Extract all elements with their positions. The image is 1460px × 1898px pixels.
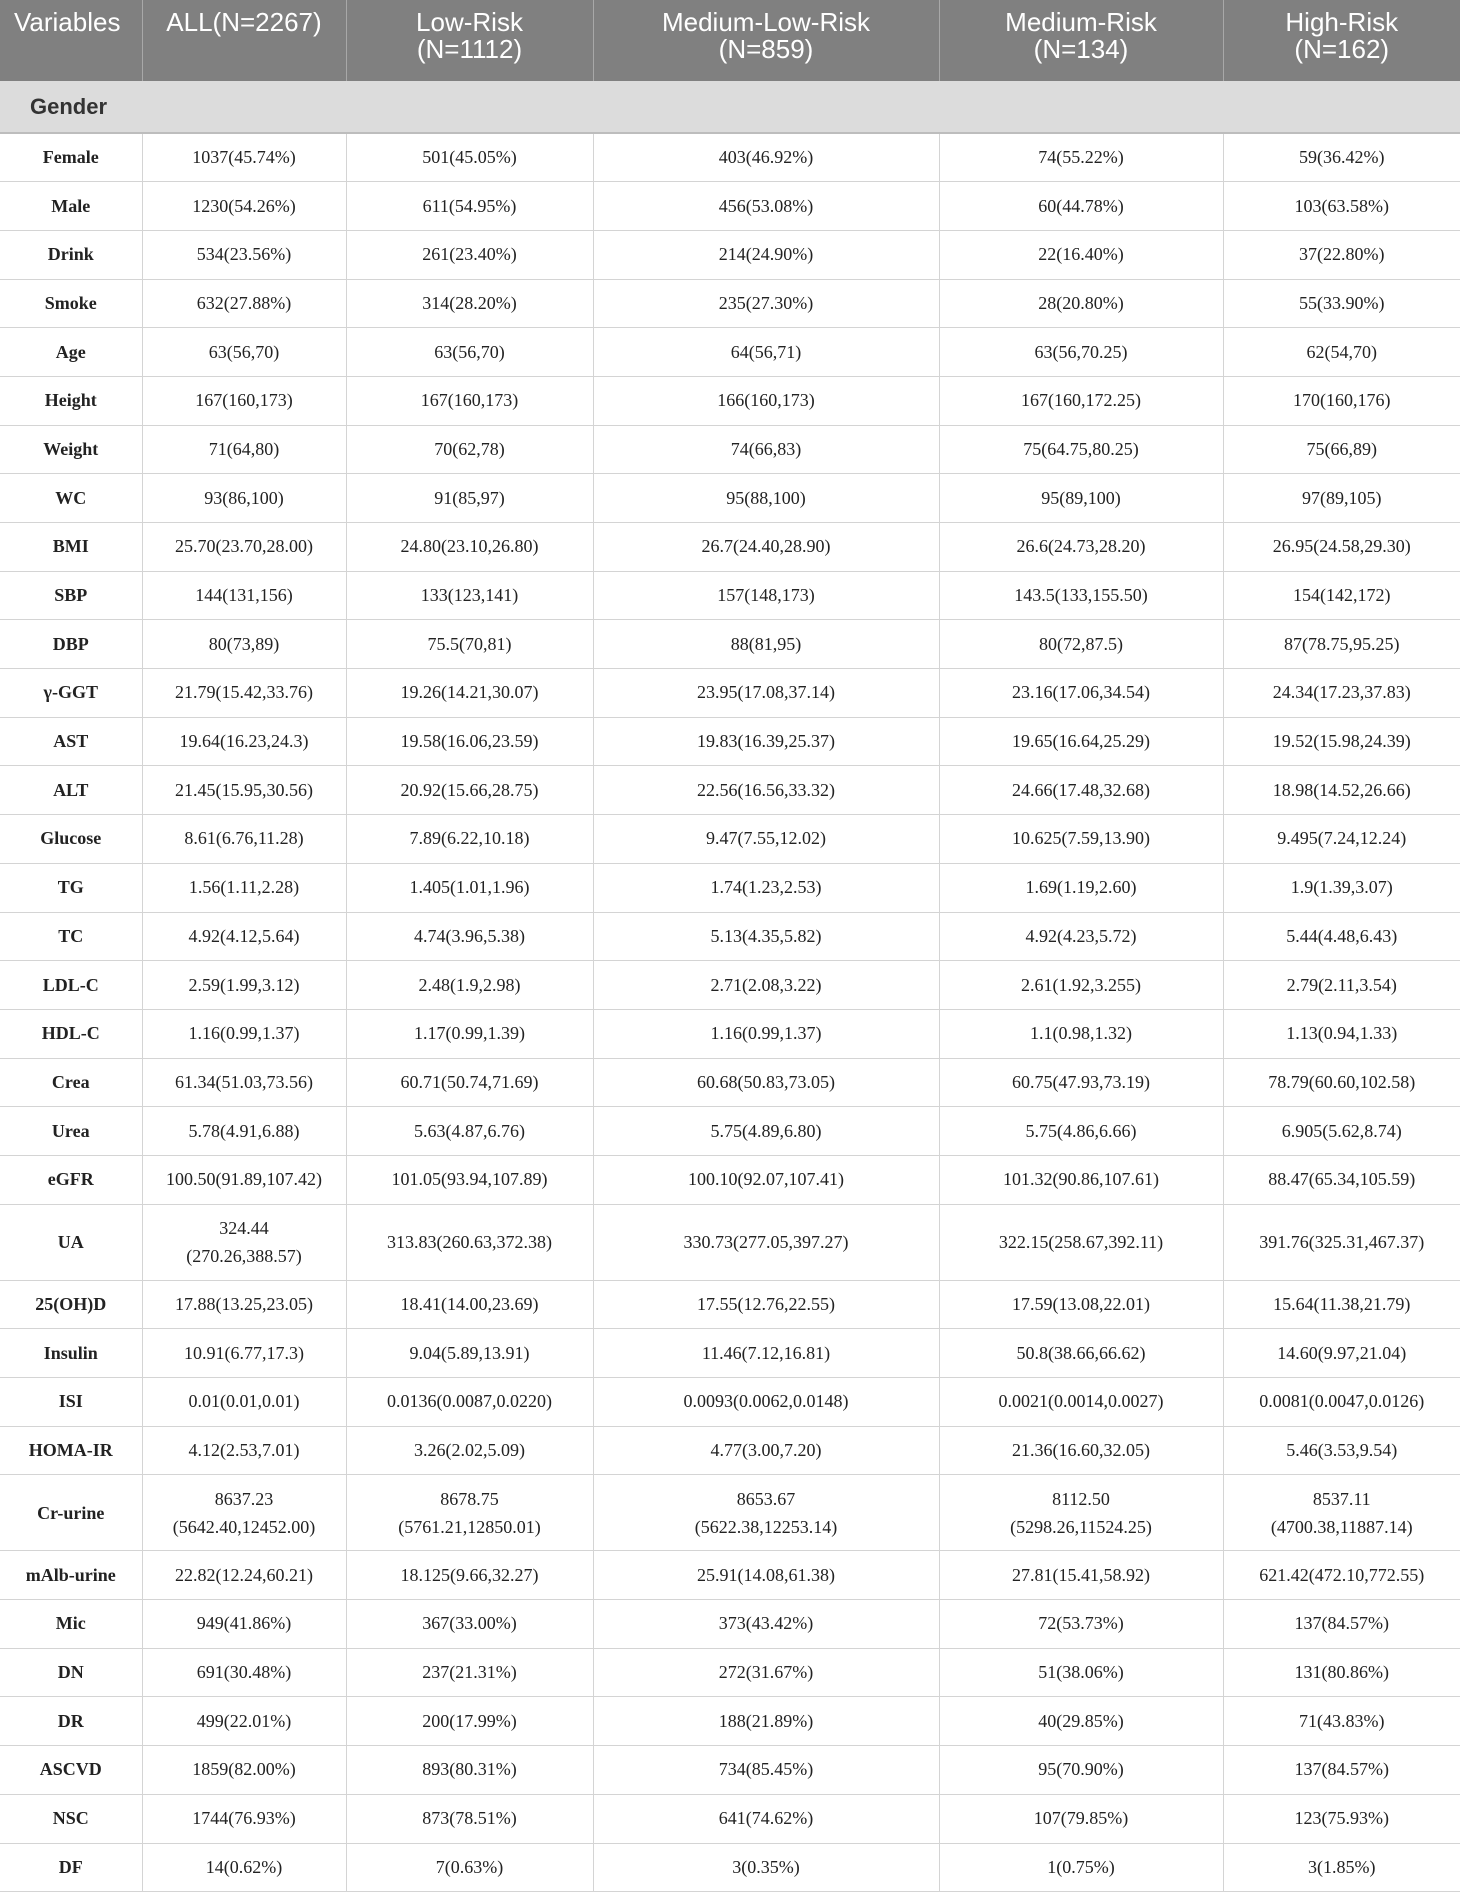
- cell-high: 78.79(60.60,102.58): [1223, 1058, 1460, 1107]
- cell-line: 8637.23: [214, 1488, 274, 1509]
- cell-med: 17.59(13.08,22.01): [939, 1280, 1223, 1329]
- row-label: Smoke: [0, 279, 142, 328]
- cell-med: 27.81(15.41,58.92): [939, 1551, 1223, 1600]
- cell-high: 170(160,176): [1223, 376, 1460, 425]
- section-label-gender: Gender: [0, 81, 1460, 133]
- cell-high: 1.9(1.39,3.07): [1223, 863, 1460, 912]
- cell-high: 0.0081(0.0047,0.0126): [1223, 1378, 1460, 1427]
- row-label: HOMA-IR: [0, 1426, 142, 1475]
- cell-high: 137(84.57%): [1223, 1746, 1460, 1795]
- header-medium-low-risk: [593, 0, 939, 81]
- row-label: ISI: [0, 1378, 142, 1427]
- cell-low: 4.74(3.96,5.38): [346, 912, 593, 961]
- cell-all: 93(86,100): [142, 474, 346, 523]
- cell-all: 632(27.88%): [142, 279, 346, 328]
- cell-medlow: 88(81,95): [593, 620, 939, 669]
- cell-high: 154(142,172): [1223, 571, 1460, 620]
- cell-med: 101.32(90.86,107.61): [939, 1155, 1223, 1204]
- table-row: [0, 279, 1460, 328]
- header-medium-low-risk-label: Medium-Low-Risk: [661, 7, 871, 37]
- header-medium-risk-count: (N=134): [1033, 34, 1129, 64]
- row-label: ASCVD: [0, 1746, 142, 1795]
- cell-all: 167(160,173): [142, 376, 346, 425]
- cell-medlow: 1.16(0.99,1.37): [593, 1009, 939, 1058]
- cell-low: 0.0136(0.0087,0.0220): [346, 1378, 593, 1427]
- cell-med: 24.66(17.48,32.68): [939, 766, 1223, 815]
- cell-high: 103(63.58%): [1223, 182, 1460, 231]
- cell-all: 14(0.62%): [142, 1843, 346, 1892]
- table-row: [0, 1746, 1460, 1795]
- table-row: [0, 815, 1460, 864]
- cell-low: 75.5(70,81): [346, 620, 593, 669]
- cell-low: 1.405(1.01,1.96): [346, 863, 593, 912]
- cell-line: (4700.38,11887.14): [1270, 1516, 1413, 1537]
- cell-low: [346, 1475, 593, 1551]
- header-high-risk: [1223, 0, 1460, 81]
- cell-high: 62(54,70): [1223, 328, 1460, 377]
- header-low-risk-count: (N=1112): [416, 34, 523, 64]
- cell-low: 3.26(2.02,5.09): [346, 1426, 593, 1475]
- cell-all: 80(73,89): [142, 620, 346, 669]
- row-label: Cr-urine: [0, 1475, 142, 1551]
- cell-all: 1744(76.93%): [142, 1794, 346, 1843]
- table-row: [0, 620, 1460, 669]
- row-label: TC: [0, 912, 142, 961]
- row-label: NSC: [0, 1794, 142, 1843]
- row-label: Insulin: [0, 1329, 142, 1378]
- cell-med: 322.15(258.67,392.11): [939, 1204, 1223, 1280]
- cell-medlow: 734(85.45%): [593, 1746, 939, 1795]
- cell-low: 1.17(0.99,1.39): [346, 1009, 593, 1058]
- cell-medlow: 5.75(4.89,6.80): [593, 1107, 939, 1156]
- cell-low: 91(85,97): [346, 474, 593, 523]
- row-label: Mic: [0, 1600, 142, 1649]
- table-row: [0, 717, 1460, 766]
- cell-low: 611(54.95%): [346, 182, 593, 231]
- cell-medlow: 272(31.67%): [593, 1648, 939, 1697]
- cell-all: 22.82(12.24,60.21): [142, 1551, 346, 1600]
- cell-med: 60.75(47.93,73.19): [939, 1058, 1223, 1107]
- cell-med: 19.65(16.64,25.29): [939, 717, 1223, 766]
- cell-all: [142, 1475, 346, 1551]
- cell-line: 8537.11: [1312, 1488, 1371, 1509]
- cell-med: 107(79.85%): [939, 1794, 1223, 1843]
- cell-all: 21.79(15.42,33.76): [142, 669, 346, 718]
- cell-med: 72(53.73%): [939, 1600, 1223, 1649]
- cell-medlow: 26.7(24.40,28.90): [593, 523, 939, 572]
- header-high-risk-count: (N=162): [1294, 34, 1390, 64]
- cell-low: 261(23.40%): [346, 230, 593, 279]
- cell-medlow: 188(21.89%): [593, 1697, 939, 1746]
- row-label: DN: [0, 1648, 142, 1697]
- cell-all: 10.91(6.77,17.3): [142, 1329, 346, 1378]
- table-row: [0, 1058, 1460, 1107]
- cell-all: 144(131,156): [142, 571, 346, 620]
- cell-med: 143.5(133,155.50): [939, 571, 1223, 620]
- cell-high: 5.46(3.53,9.54): [1223, 1426, 1460, 1475]
- cell-high: 19.52(15.98,24.39): [1223, 717, 1460, 766]
- row-label: LDL-C: [0, 961, 142, 1010]
- cell-medlow: 22.56(16.56,33.32): [593, 766, 939, 815]
- cell-med: 26.6(24.73,28.20): [939, 523, 1223, 572]
- cell-medlow: 19.83(16.39,25.37): [593, 717, 939, 766]
- table-row: [0, 182, 1460, 231]
- table-row: [0, 961, 1460, 1010]
- table-row: [0, 1280, 1460, 1329]
- cell-all: 4.92(4.12,5.64): [142, 912, 346, 961]
- table-row: [0, 912, 1460, 961]
- cell-low: 70(62,78): [346, 425, 593, 474]
- cell-all: 17.88(13.25,23.05): [142, 1280, 346, 1329]
- cell-low: 133(123,141): [346, 571, 593, 620]
- cell-high: 14.60(9.97,21.04): [1223, 1329, 1460, 1378]
- row-label: Weight: [0, 425, 142, 474]
- table-row: [0, 474, 1460, 523]
- cell-medlow: 166(160,173): [593, 376, 939, 425]
- cell-med: 4.92(4.23,5.72): [939, 912, 1223, 961]
- row-label: UA: [0, 1204, 142, 1280]
- cell-medlow: 17.55(12.76,22.55): [593, 1280, 939, 1329]
- cell-medlow: 4.77(3.00,7.20): [593, 1426, 939, 1475]
- cell-all: 63(56,70): [142, 328, 346, 377]
- cell-line: (5761.21,12850.01): [398, 1516, 541, 1537]
- cell-low: 237(21.31%): [346, 1648, 593, 1697]
- table-row: [0, 230, 1460, 279]
- cell-high: 5.44(4.48,6.43): [1223, 912, 1460, 961]
- table-row: [0, 1155, 1460, 1204]
- cell-low: 19.58(16.06,23.59): [346, 717, 593, 766]
- table-row: [0, 1551, 1460, 1600]
- cell-medlow: 3(0.35%): [593, 1843, 939, 1892]
- cell-medlow: 5.13(4.35,5.82): [593, 912, 939, 961]
- cell-med: 10.625(7.59,13.90): [939, 815, 1223, 864]
- cell-high: 88.47(65.34,105.59): [1223, 1155, 1460, 1204]
- cell-all: 1.16(0.99,1.37): [142, 1009, 346, 1058]
- cell-low: 63(56,70): [346, 328, 593, 377]
- table-row: [0, 669, 1460, 718]
- cell-line: 324.44: [219, 1218, 269, 1239]
- cell-all: 691(30.48%): [142, 1648, 346, 1697]
- cell-medlow: 456(53.08%): [593, 182, 939, 231]
- cell-med: 80(72,87.5): [939, 620, 1223, 669]
- cell-low: 60.71(50.74,71.69): [346, 1058, 593, 1107]
- cell-med: 75(64.75,80.25): [939, 425, 1223, 474]
- cell-low: 313.83(260.63,372.38): [346, 1204, 593, 1280]
- table-row: [0, 1600, 1460, 1649]
- cell-med: 22(16.40%): [939, 230, 1223, 279]
- cell-low: 501(45.05%): [346, 133, 593, 182]
- cell-high: 131(80.86%): [1223, 1648, 1460, 1697]
- row-label: HDL-C: [0, 1009, 142, 1058]
- cell-low: 2.48(1.9,2.98): [346, 961, 593, 1010]
- header-medium-low-risk-count: (N=859): [718, 34, 814, 64]
- cell-high: 3(1.85%): [1223, 1843, 1460, 1892]
- row-label: Urea: [0, 1107, 142, 1156]
- row-label: 25(OH)D: [0, 1280, 142, 1329]
- row-label: γ-GGT: [0, 669, 142, 718]
- cell-low: 18.125(9.66,32.27): [346, 1551, 593, 1600]
- cell-high: 26.95(24.58,29.30): [1223, 523, 1460, 572]
- cell-med: [939, 1475, 1223, 1551]
- table-row: [0, 425, 1460, 474]
- cell-medlow: 1.74(1.23,2.53): [593, 863, 939, 912]
- table-row: [0, 328, 1460, 377]
- cell-all: 71(64,80): [142, 425, 346, 474]
- table-row: [0, 133, 1460, 182]
- row-label: BMI: [0, 523, 142, 572]
- table-row: [0, 1648, 1460, 1697]
- cell-med: 0.0021(0.0014,0.0027): [939, 1378, 1223, 1427]
- cell-high: 391.76(325.31,467.37): [1223, 1204, 1460, 1280]
- cell-high: 37(22.80%): [1223, 230, 1460, 279]
- cell-medlow: 403(46.92%): [593, 133, 939, 182]
- cell-all: 949(41.86%): [142, 1600, 346, 1649]
- header-high-risk-label: High-Risk: [1285, 7, 1399, 37]
- table-row: [0, 1475, 1460, 1551]
- row-label: AST: [0, 717, 142, 766]
- cell-high: [1223, 1475, 1460, 1551]
- cell-medlow: 74(66,83): [593, 425, 939, 474]
- row-label: eGFR: [0, 1155, 142, 1204]
- cell-high: 59(36.42%): [1223, 133, 1460, 182]
- cell-medlow: 330.73(277.05,397.27): [593, 1204, 939, 1280]
- cell-med: 50.8(38.66,66.62): [939, 1329, 1223, 1378]
- table-row: [0, 1843, 1460, 1892]
- table-row: [0, 523, 1460, 572]
- row-label: SBP: [0, 571, 142, 620]
- cell-low: 314(28.20%): [346, 279, 593, 328]
- cell-med: 5.75(4.86,6.66): [939, 1107, 1223, 1156]
- table-row: [0, 1426, 1460, 1475]
- cell-line: 8653.67: [736, 1488, 796, 1509]
- table-row: [0, 863, 1460, 912]
- cell-all: 1230(54.26%): [142, 182, 346, 231]
- cell-all: 21.45(15.95,30.56): [142, 766, 346, 815]
- cell-high: 18.98(14.52,26.66): [1223, 766, 1460, 815]
- header-all: ALL(N=2267): [142, 0, 346, 81]
- table-header: [0, 0, 1460, 81]
- cell-all: 1.56(1.11,2.28): [142, 863, 346, 912]
- cell-med: 1.69(1.19,2.60): [939, 863, 1223, 912]
- cell-high: 87(78.75,95.25): [1223, 620, 1460, 669]
- cell-medlow: 373(43.42%): [593, 1600, 939, 1649]
- cell-med: 2.61(1.92,3.255): [939, 961, 1223, 1010]
- cell-all: 534(23.56%): [142, 230, 346, 279]
- table-row: [0, 1794, 1460, 1843]
- cell-all: 19.64(16.23,24.3): [142, 717, 346, 766]
- cell-high: 97(89,105): [1223, 474, 1460, 523]
- section-row-gender: [0, 81, 1460, 133]
- cell-low: 20.92(15.66,28.75): [346, 766, 593, 815]
- cell-line: (270.26,388.57): [186, 1246, 302, 1267]
- cell-low: 24.80(23.10,26.80): [346, 523, 593, 572]
- cell-low: 167(160,173): [346, 376, 593, 425]
- cell-med: 74(55.22%): [939, 133, 1223, 182]
- cell-line: 8112.50: [1052, 1488, 1110, 1509]
- row-label: TG: [0, 863, 142, 912]
- cell-med: 95(70.90%): [939, 1746, 1223, 1795]
- table-row: [0, 1009, 1460, 1058]
- table-row: [0, 571, 1460, 620]
- header-variables: Variables: [0, 0, 142, 81]
- header-row: [0, 0, 1460, 81]
- table-row: [0, 766, 1460, 815]
- cell-med: 28(20.80%): [939, 279, 1223, 328]
- cell-med: 40(29.85%): [939, 1697, 1223, 1746]
- cell-high: 2.79(2.11,3.54): [1223, 961, 1460, 1010]
- cell-line: 8678.75: [440, 1488, 499, 1509]
- cell-med: 167(160,172.25): [939, 376, 1223, 425]
- cell-all: 61.34(51.03,73.56): [142, 1058, 346, 1107]
- cell-medlow: 2.71(2.08,3.22): [593, 961, 939, 1010]
- cell-medlow: 214(24.90%): [593, 230, 939, 279]
- cell-high: 55(33.90%): [1223, 279, 1460, 328]
- table-row: [0, 1378, 1460, 1427]
- cell-med: 51(38.06%): [939, 1648, 1223, 1697]
- cell-all: 100.50(91.89,107.42): [142, 1155, 346, 1204]
- row-label: Female: [0, 133, 142, 182]
- table-row: [0, 1329, 1460, 1378]
- cell-low: 873(78.51%): [346, 1794, 593, 1843]
- cell-high: 621.42(472.10,772.55): [1223, 1551, 1460, 1600]
- row-label: DR: [0, 1697, 142, 1746]
- cell-high: 75(66,89): [1223, 425, 1460, 474]
- row-label: Age: [0, 328, 142, 377]
- cell-high: 71(43.83%): [1223, 1697, 1460, 1746]
- cell-all: 1037(45.74%): [142, 133, 346, 182]
- cell-med: 60(44.78%): [939, 182, 1223, 231]
- row-label: Crea: [0, 1058, 142, 1107]
- row-label: Height: [0, 376, 142, 425]
- row-label: DBP: [0, 620, 142, 669]
- cell-medlow: 641(74.62%): [593, 1794, 939, 1843]
- cell-med: 95(89,100): [939, 474, 1223, 523]
- cell-all: 0.01(0.01,0.01): [142, 1378, 346, 1427]
- cell-low: 9.04(5.89,13.91): [346, 1329, 593, 1378]
- table-row: [0, 1204, 1460, 1280]
- cell-all: [142, 1204, 346, 1280]
- cell-line: (5642.40,12452.00): [172, 1516, 316, 1537]
- cell-high: 15.64(11.38,21.79): [1223, 1280, 1460, 1329]
- table-row: [0, 376, 1460, 425]
- cell-low: 7.89(6.22,10.18): [346, 815, 593, 864]
- row-label: mAlb-urine: [0, 1551, 142, 1600]
- cell-med: 21.36(16.60,32.05): [939, 1426, 1223, 1475]
- cell-medlow: 95(88,100): [593, 474, 939, 523]
- header-medium-risk: [939, 0, 1223, 81]
- header-low-risk-label: Low-Risk: [416, 7, 523, 37]
- cell-high: 123(75.93%): [1223, 1794, 1460, 1843]
- cell-medlow: 23.95(17.08,37.14): [593, 669, 939, 718]
- cell-medlow: 9.47(7.55,12.02): [593, 815, 939, 864]
- table-row: [0, 1107, 1460, 1156]
- cell-low: 101.05(93.94,107.89): [346, 1155, 593, 1204]
- row-label: Glucose: [0, 815, 142, 864]
- cell-line: (5298.26,11524.25): [1010, 1516, 1152, 1537]
- cell-low: 200(17.99%): [346, 1697, 593, 1746]
- cell-all: 2.59(1.99,3.12): [142, 961, 346, 1010]
- cell-all: 4.12(2.53,7.01): [142, 1426, 346, 1475]
- cell-medlow: 0.0093(0.0062,0.0148): [593, 1378, 939, 1427]
- cell-medlow: 11.46(7.12,16.81): [593, 1329, 939, 1378]
- table-body: [0, 81, 1460, 1892]
- row-label: DF: [0, 1843, 142, 1892]
- cell-high: 137(84.57%): [1223, 1600, 1460, 1649]
- cell-low: 7(0.63%): [346, 1843, 593, 1892]
- cell-low: 18.41(14.00,23.69): [346, 1280, 593, 1329]
- row-label: Male: [0, 182, 142, 231]
- cell-high: 24.34(17.23,37.83): [1223, 669, 1460, 718]
- cell-medlow: 235(27.30%): [593, 279, 939, 328]
- row-label: WC: [0, 474, 142, 523]
- cell-low: 5.63(4.87,6.76): [346, 1107, 593, 1156]
- cell-medlow: 64(56,71): [593, 328, 939, 377]
- header-medium-risk-label: Medium-Risk: [1005, 7, 1157, 37]
- cell-low: 19.26(14.21,30.07): [346, 669, 593, 718]
- cell-all: 1859(82.00%): [142, 1746, 346, 1795]
- cell-high: 9.495(7.24,12.24): [1223, 815, 1460, 864]
- cell-med: 23.16(17.06,34.54): [939, 669, 1223, 718]
- cell-medlow: [593, 1475, 939, 1551]
- table-row: [0, 1697, 1460, 1746]
- cell-med: 63(56,70.25): [939, 328, 1223, 377]
- cell-medlow: 157(148,173): [593, 571, 939, 620]
- cell-medlow: 60.68(50.83,73.05): [593, 1058, 939, 1107]
- header-low-risk: [346, 0, 593, 81]
- cell-all: 499(22.01%): [142, 1697, 346, 1746]
- cell-med: 1(0.75%): [939, 1843, 1223, 1892]
- cell-all: 25.70(23.70,28.00): [142, 523, 346, 572]
- cell-high: 6.905(5.62,8.74): [1223, 1107, 1460, 1156]
- cell-all: 8.61(6.76,11.28): [142, 815, 346, 864]
- cell-medlow: 100.10(92.07,107.41): [593, 1155, 939, 1204]
- row-label: ALT: [0, 766, 142, 815]
- cell-low: 367(33.00%): [346, 1600, 593, 1649]
- cell-medlow: 25.91(14.08,61.38): [593, 1551, 939, 1600]
- cell-low: 893(80.31%): [346, 1746, 593, 1795]
- cell-high: 1.13(0.94,1.33): [1223, 1009, 1460, 1058]
- cell-line: (5622.38,12253.14): [694, 1516, 838, 1537]
- cell-all: 5.78(4.91,6.88): [142, 1107, 346, 1156]
- row-label: Drink: [0, 230, 142, 279]
- cell-med: 1.1(0.98,1.32): [939, 1009, 1223, 1058]
